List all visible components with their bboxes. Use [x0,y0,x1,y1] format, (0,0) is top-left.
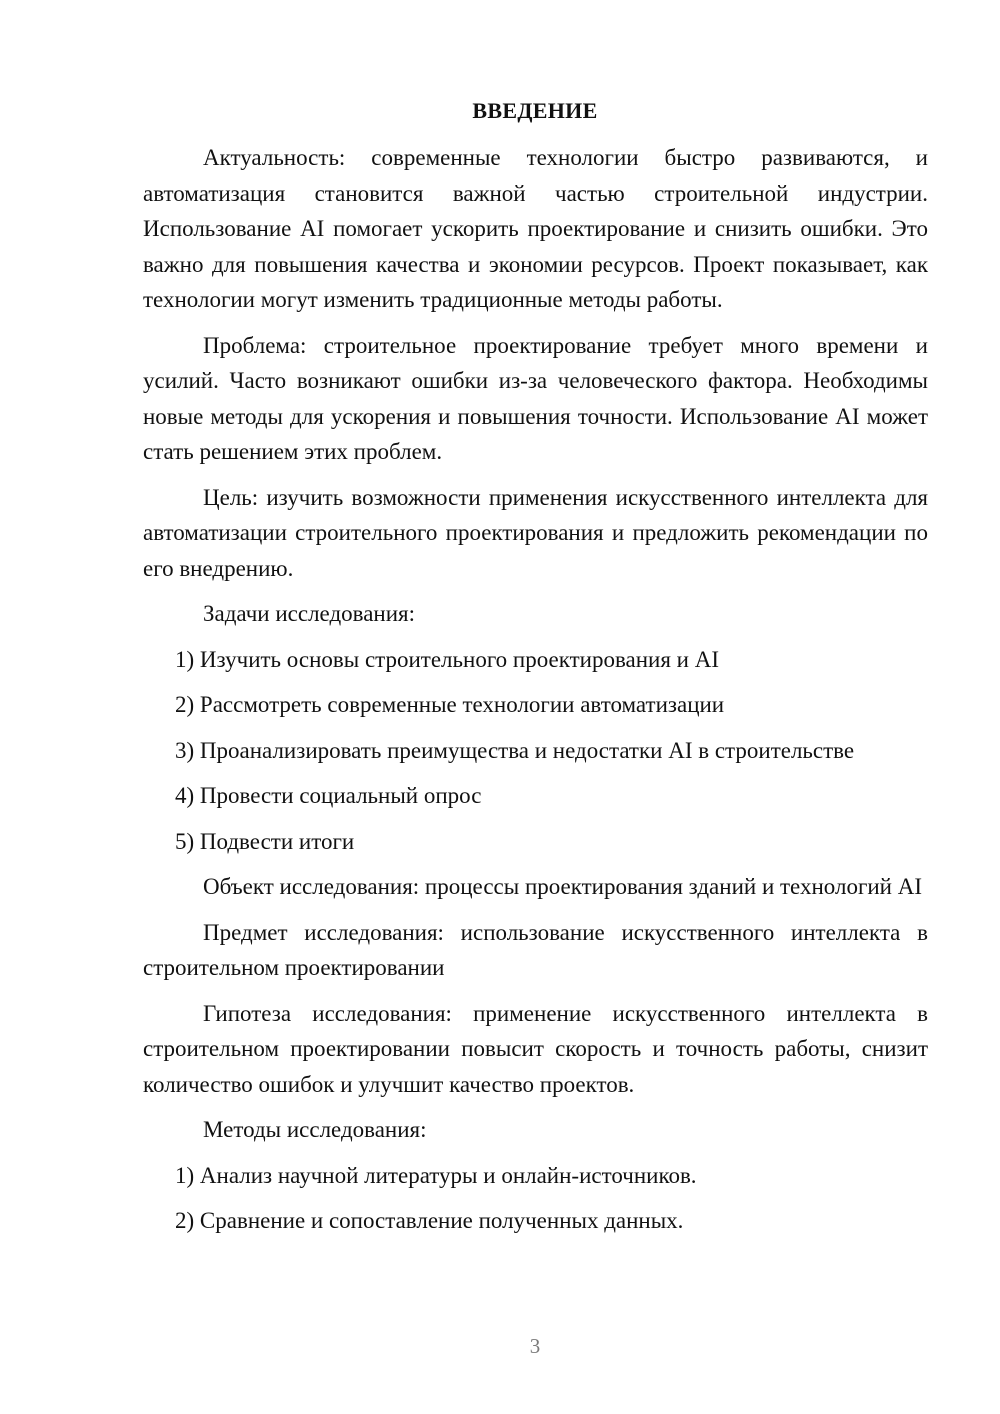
methods-label: Методы исследования: [203,1117,427,1142]
list-item: 2) Сравнение и сопоставление полученных данных. [175,1208,684,1233]
goal-paragraph: Цель: изучить возможности применения искусственного интеллекта для автоматизации строительного проектирования и предложить рекомендации по его внедрению. [143,484,928,581]
list-item: 2) Рассмотреть современные технологии автоматизации [175,692,725,717]
list-item: 5) Подвести итоги [175,828,355,854]
list-item: 1) Изучить основы строительного проектирования и AI [175,646,720,672]
problem-paragraph: Проблема: строительное проектирование требует много времени и усилий. Часто возникают ошибки из-за человеческого фактора. Необходимы новые методы для ускорения и повышения точности. Использование AI может стать решением этих проблем. [143,332,928,464]
methods-list [143,1158,928,1239]
list-item: 1) Анализ научной литературы и онлайн-источников. [175,1162,697,1188]
subject-paragraph: Предмет исследования: использование искусственного интеллекта в строительном проектировании [143,919,928,980]
list-item: 4) Провести социальный опрос [175,783,482,808]
object-paragraph: Объект исследования: процессы проектирования зданий и технологий AI [203,874,923,899]
hypothesis-paragraph: Гипотеза исследования: применение искусственного интеллекта в строительном проектировании повысит скорость и точность работы, снизит количество ошибок и улучшит качество проектов. [143,1000,928,1097]
relevance-paragraph: Актуальность: современные технологии быстро развиваются, и автоматизация становится важной частью строительной индустрии. Использование AI помогает ускорить проектирование и снизить ошибки. Это важно для повышения качества и экономии ресурсов. Проект показывает, как технологии могут изменить традиционные методы работы. [143,145,928,312]
document-body [143,140,928,1249]
list-item: 3) Проанализировать преимущества и недостатки AI в строительстве [175,737,855,763]
page-title: ВВЕДЕНИЕ [472,98,598,123]
tasks-list [143,642,928,860]
page-number: 3 [529,1334,541,1358]
tasks-label: Задачи исследования: [203,601,416,626]
